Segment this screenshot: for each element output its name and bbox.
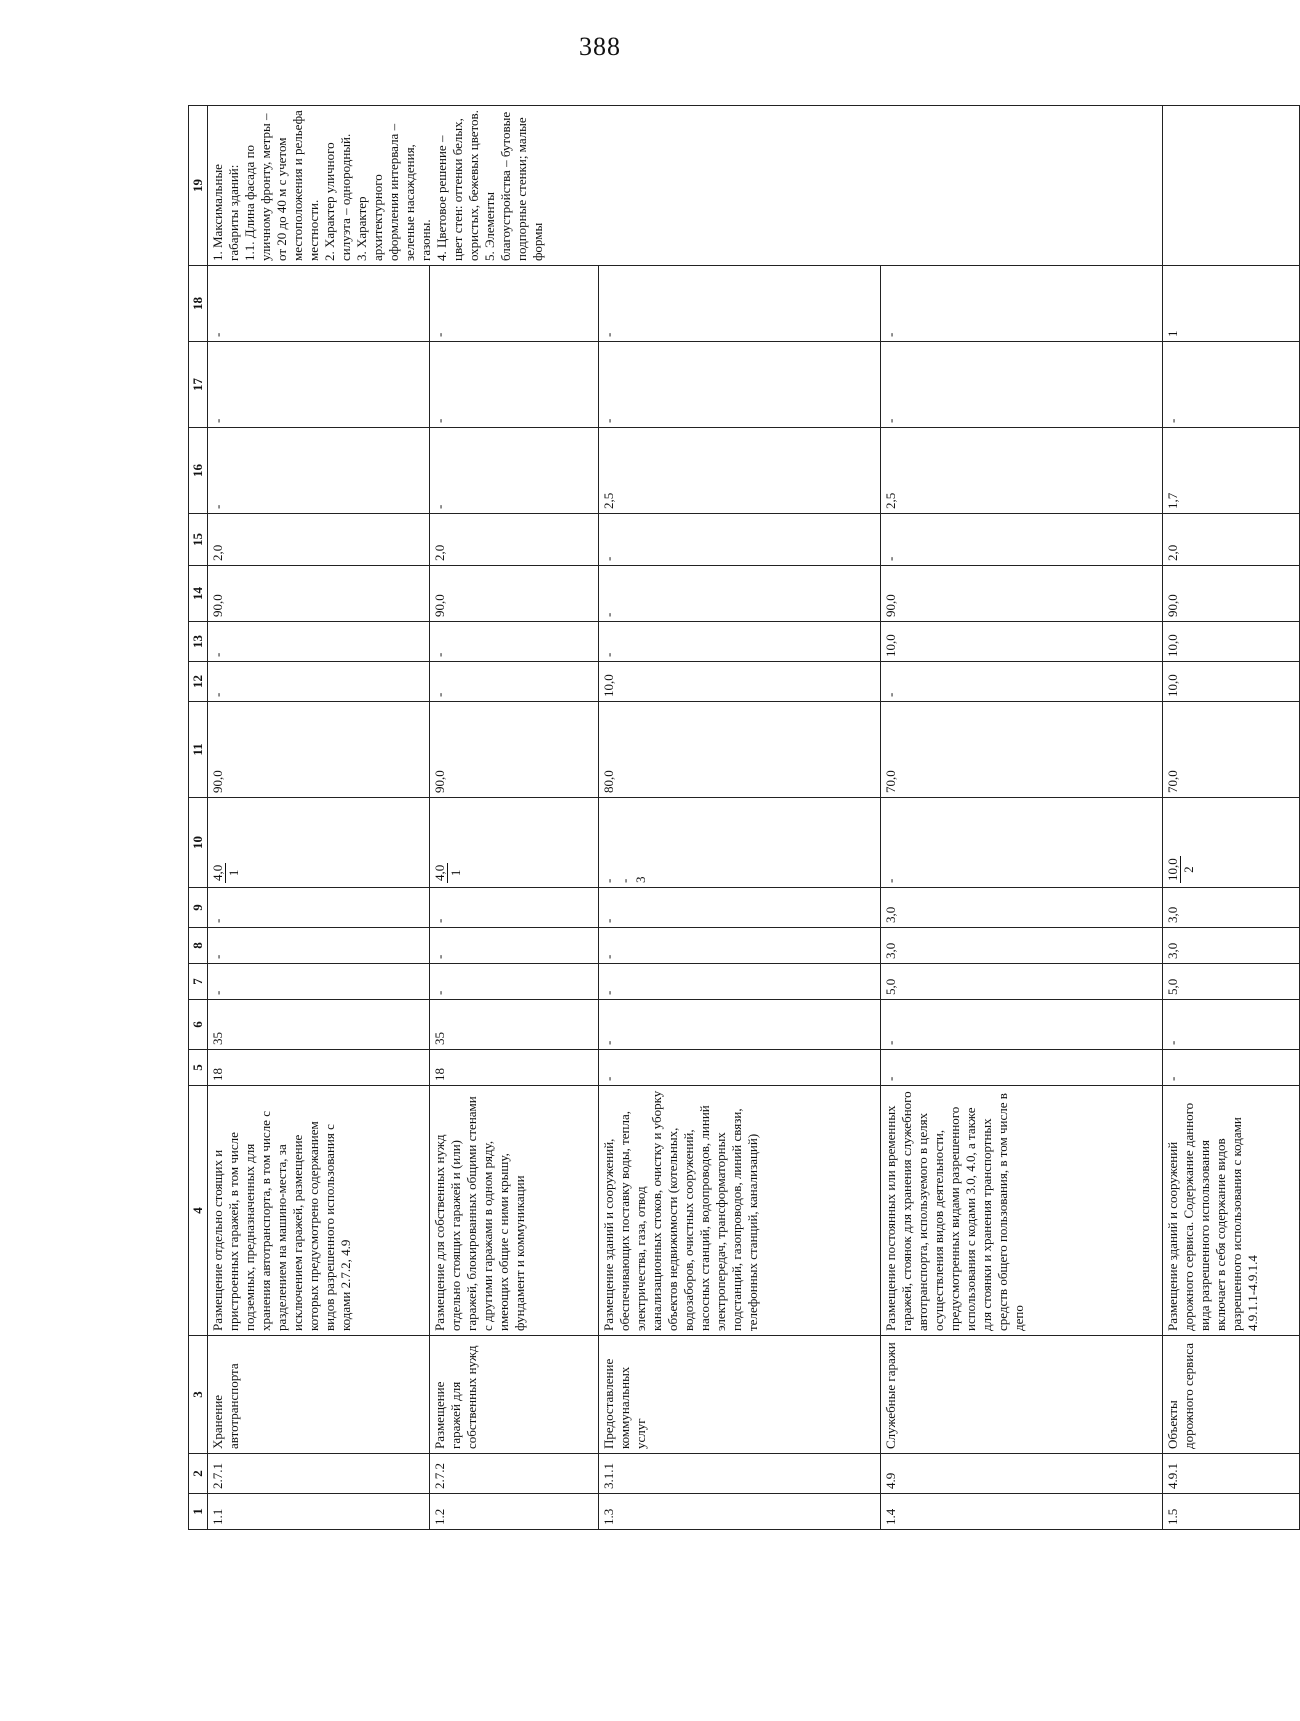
fraction-numerator: 4,0 (210, 864, 225, 881)
header-col-13: 13 (189, 622, 208, 662)
cell-col-9: - (598, 888, 880, 928)
cell-col-16: 2,5 (880, 428, 1162, 514)
cell-col-9: 3,0 (1162, 888, 1299, 928)
cell-col-17: - (430, 342, 598, 428)
cell-col-11: 70,0 (1162, 702, 1299, 798)
cell-col-12: - (880, 662, 1162, 702)
cell-col-13: 10,0 (1162, 622, 1299, 662)
table-row (208, 106, 430, 1530)
fraction-denominator: 1 (448, 869, 464, 877)
cell-col-6: - (1162, 1000, 1299, 1050)
cell-col-5: 18 (208, 1050, 430, 1086)
fraction-numerator: 10,0 (1164, 858, 1180, 881)
cell-col-8: - (430, 928, 598, 964)
header-col-2: 2 (189, 1454, 208, 1494)
cell-col-14: 90,0 (1162, 566, 1299, 622)
table-row (430, 106, 598, 1530)
cell-col-10 (430, 798, 598, 888)
header-col-19: 19 (189, 106, 208, 266)
row-number: 1.4 (880, 1494, 1162, 1530)
cell-col-18: 1 (1162, 266, 1299, 342)
cell-col-15: 2,0 (208, 514, 430, 566)
header-col-12: 12 (189, 662, 208, 702)
use-description: Размещение отдельно стоящих и пристроенных гаражей, в том числе подземных, предназначенных для хранения автотранспорта, в том числе с разделением на машино-места, за исключением гаражей, размещение которых предусмотрено содержанием видов разрешенного использования с кодами 2.7.2, 4.9 (208, 1086, 430, 1336)
cell-col-12: - (208, 662, 430, 702)
cell-col-7: - (598, 964, 880, 1000)
fraction-denominator: 1 (226, 869, 241, 877)
cell-col-14: 90,0 (208, 566, 430, 622)
cell-col-10 (1162, 798, 1299, 888)
cell-col-11: 80,0 (598, 702, 880, 798)
header-col-4: 4 (189, 1086, 208, 1336)
cell-col-13: - (430, 622, 598, 662)
cell-col-6: 35 (208, 1000, 430, 1050)
cell-col-11: 90,0 (208, 702, 430, 798)
req-1-1: 1.1. Длина фасада по уличному фронту, метры – от 20 до 40 м с учетом местоположения и рельефа местности. (242, 110, 321, 261)
cell-col-7: - (430, 964, 598, 1000)
cell-col-5: 18 (430, 1050, 598, 1086)
req-3: 3. Характер архитектурного оформления интервала – зеленые насаждения, газоны. (354, 123, 433, 261)
cell-col-18: - (430, 266, 598, 342)
header-row (189, 106, 208, 1530)
header-col-7: 7 (189, 964, 208, 1000)
cell-col-5: - (1162, 1050, 1299, 1086)
cell-col-15: 2,0 (430, 514, 598, 566)
cell-col-10 (208, 798, 430, 888)
cell-col-8: - (208, 928, 430, 964)
cell-col-17: - (208, 342, 430, 428)
header-col-8: 8 (189, 928, 208, 964)
rotated-table-wrapper (188, 110, 1300, 1530)
header-col-9: 9 (189, 888, 208, 928)
use-name: Размещение гаражей для собственных нужд (430, 1336, 598, 1454)
row-number: 1.5 (1162, 1494, 1299, 1530)
page-number: 388 (579, 32, 621, 61)
cell-col-15: - (880, 514, 1162, 566)
cell-col-14: - (598, 566, 880, 622)
header-col-17: 17 (189, 342, 208, 428)
use-code: 4.9 (880, 1454, 1162, 1494)
header-col-6: 6 (189, 1000, 208, 1050)
cell-col-6: 35 (430, 1000, 598, 1050)
cell-col-7: - (208, 964, 430, 1000)
use-name: Служебные гаражи (880, 1336, 1162, 1454)
cell-col-12: 10,0 (598, 662, 880, 702)
row-number: 1.1 (208, 1494, 430, 1530)
cell-col-7: 5,0 (1162, 964, 1299, 1000)
cell-col-13: - (598, 622, 880, 662)
cell-col-12: 10,0 (1162, 662, 1299, 702)
cell-col-6: - (598, 1000, 880, 1050)
header-col-14: 14 (189, 566, 208, 622)
fraction-numerator: 4,0 (432, 864, 448, 881)
cell-col-13: - (208, 622, 430, 662)
cell-col-11: 90,0 (430, 702, 598, 798)
cell-col-16: 1,7 (1162, 428, 1299, 514)
row-number: 1.2 (430, 1494, 598, 1530)
cell-col-8: 3,0 (880, 928, 1162, 964)
fraction-denominator: 2 (1180, 866, 1196, 873)
header-col-18: 18 (189, 266, 208, 342)
fraction (210, 863, 241, 883)
use-code: 4.9.1 (1162, 1454, 1299, 1494)
cell-col-10: - (880, 798, 1162, 888)
header-col-10: 10 (189, 798, 208, 888)
row-number: 1.3 (598, 1494, 880, 1530)
cell-col-10-line-2: - (616, 878, 632, 883)
cell-col-7: 5,0 (880, 964, 1162, 1000)
cell-col-18: - (208, 266, 430, 342)
fraction (432, 863, 463, 883)
req-5: 5. Элементы благоустройства – бутовые подпорные стенки; малые формы (482, 111, 545, 261)
table-row (1162, 106, 1299, 1530)
cell-col-16: 2,5 (598, 428, 880, 514)
header-col-3: 3 (189, 1336, 208, 1454)
req-4: 4. Цветовое решение – цвет стен: оттенки белых, охристых, бежевых цветов. (434, 110, 481, 261)
cell-col-10-line-3: 3 (632, 876, 648, 883)
cell-col-16: - (430, 428, 598, 514)
cell-col-17: - (880, 342, 1162, 428)
cell-col-9: 3,0 (880, 888, 1162, 928)
cell-col-18: - (880, 266, 1162, 342)
header-col-15: 15 (189, 514, 208, 566)
fraction (1165, 856, 1196, 883)
use-description: Размещение для собственных нужд отдельно стоящих гаражей и (или) гаражей, блокированных общими стенами с другими гаражами в одном ряду, имеющих общие с ними крышу, фундамент и коммуникации (430, 1086, 598, 1336)
use-name: Предоставление коммунальных услуг (598, 1336, 880, 1454)
use-name: Хранение автотранспорта (208, 1336, 430, 1454)
use-code: 3.1.1 (598, 1454, 880, 1494)
cell-col-10 (598, 798, 880, 888)
cell-col-14: 90,0 (880, 566, 1162, 622)
cell-col-10-line-1: - (600, 878, 616, 883)
cell-col-16: - (208, 428, 430, 514)
cell-col-17: - (598, 342, 880, 428)
use-code: 2.7.1 (208, 1454, 430, 1494)
cell-col-15: - (598, 514, 880, 566)
cell-col-8: - (598, 928, 880, 964)
cell-col-15: 2,0 (1162, 514, 1299, 566)
use-description: Размещение зданий и сооружений дорожного сервиса. Содержание данного вида разрешенного использования включает в себя содержание видов разрешенного использования с кодами 4.9.1.1-4.9.1.4 (1162, 1086, 1299, 1336)
use-name: Объекты дорожного сервиса (1162, 1336, 1299, 1454)
table-frame (188, 110, 1300, 1530)
cell-col-12: - (430, 662, 598, 702)
land-use-regulations-table (188, 105, 1300, 1530)
req-1: 1. Максимальные габариты зданий: (210, 164, 241, 261)
cell-col-14: 90,0 (430, 566, 598, 622)
table-row (880, 106, 1162, 1530)
use-description: Размещение постоянных или временных гаражей, стоянок для хранения служебного автотранспорта, используемого в целях осуществления видов деятельности, предусмотренных видами разрешенного использования с кодами 3.0, 4.0, а также для стоянки и хранения транспортных средств общего пользования, в том числе в депо (880, 1086, 1162, 1336)
cell-col-9: - (208, 888, 430, 928)
table-row (598, 106, 880, 1530)
header-col-5: 5 (189, 1050, 208, 1086)
architectural-requirements (208, 106, 1163, 266)
cell-col-8: 3,0 (1162, 928, 1299, 964)
cell-col-19 (1162, 106, 1299, 266)
req-2: 2. Характер уличного силуэта – однородный. (322, 133, 353, 261)
cell-col-9: - (430, 888, 598, 928)
header-col-16: 16 (189, 428, 208, 514)
use-code: 2.7.2 (430, 1454, 598, 1494)
header-col-1: 1 (189, 1494, 208, 1530)
cell-col-17: - (1162, 342, 1299, 428)
cell-col-13: 10,0 (880, 622, 1162, 662)
use-description: Размещение зданий и сооружений, обеспечивающих поставку воды, тепла, электричества, газа, отвод канализационных стоков, очистку и уборку объектов недвижимости (котельных, водозаборов, очистных сооружений, насосных станций, водопроводов, линий электропередач, трансформаторных подстанций, газопроводов, линий связи, телефонных станций, канализаций) (598, 1086, 880, 1336)
header-col-11: 11 (189, 702, 208, 798)
cell-col-6: - (880, 1000, 1162, 1050)
cell-col-5: - (598, 1050, 880, 1086)
cell-col-5: - (880, 1050, 1162, 1086)
cell-col-18: - (598, 266, 880, 342)
cell-col-11: 70,0 (880, 702, 1162, 798)
